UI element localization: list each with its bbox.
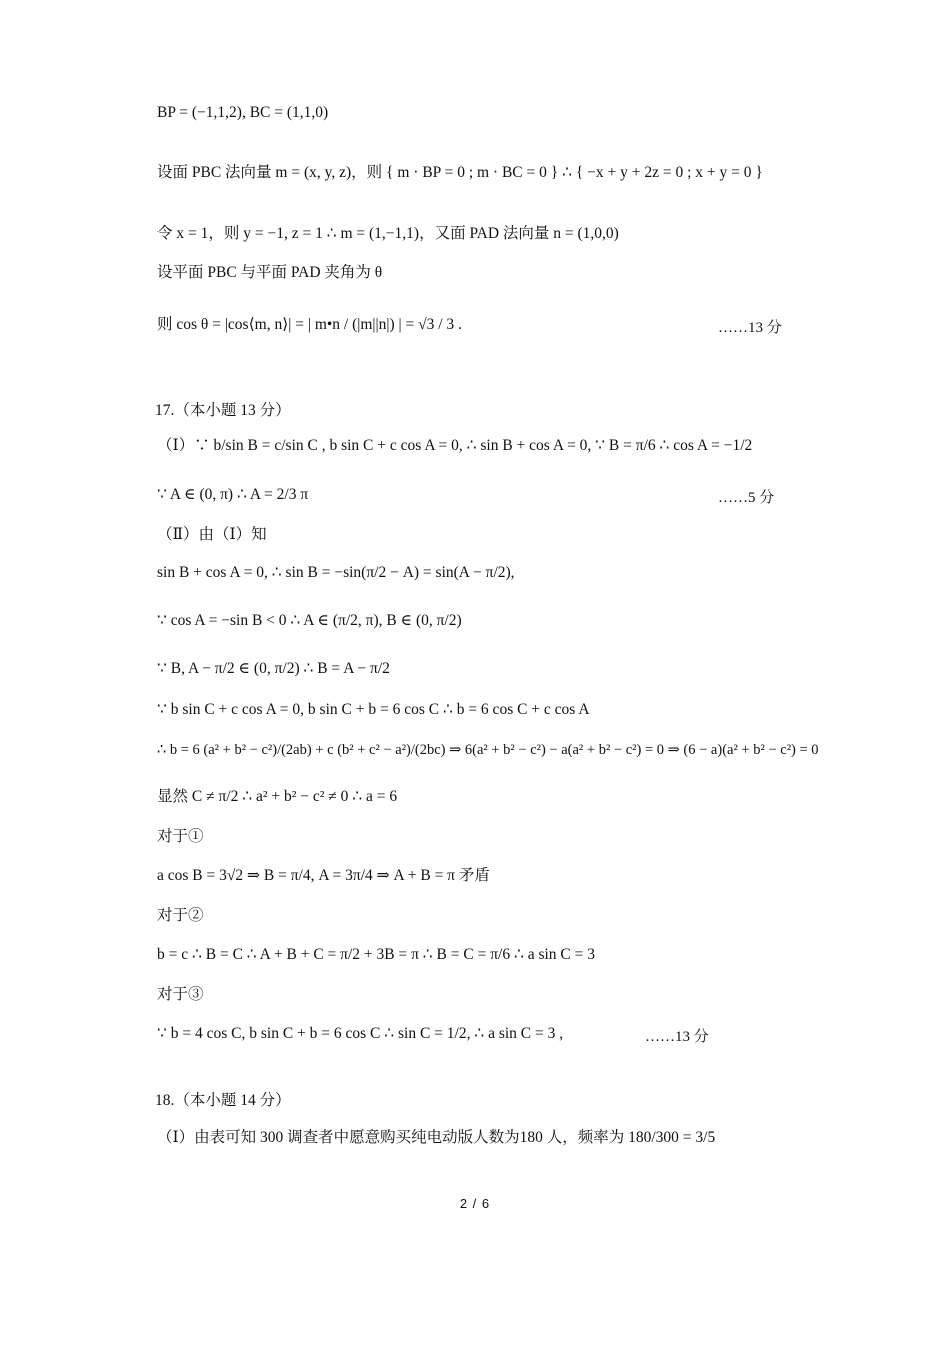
p17-part2-line3: ∵ B, A − π/2 ∈ (0, π/2) ∴ B = A − π/2	[157, 660, 390, 677]
p17-part2-line5: ∴ b = 6 (a² + b² − c²)/(2ab) + c (b² + c² − a²)/(2bc) ⇒ 6(a² + b² − c²) − a(a² + b² − c²) = 0 ⇒ (6 − a)(a² + b² − c²) = 0	[157, 742, 819, 758]
case-3-work: ∵ b = 4 cos C, b sin C + b = 6 cos C ∴ sin C = 1/2, ∴ a sin C = 3 ,	[157, 1025, 564, 1042]
p17-part2-heading: （Ⅱ）由（Ⅰ）知	[157, 526, 267, 543]
vector-bp-bc: BP = (−1,1,2), BC = (1,1,0)	[157, 104, 329, 121]
page-number: 2 / 6	[459, 1196, 491, 1211]
score-17-part1: ……5 分	[718, 490, 775, 506]
case-1-label: 对于①	[157, 828, 204, 845]
p17-part2-line2: ∵ cos A = −sin B < 0 ∴ A ∈ (π/2, π), B ∈ (0, π/2)	[157, 612, 462, 629]
normal-vector-pbc: 设面 PBC 法向量 m = (x, y, z)，则 { m · BP = 0 ; m · BC = 0 } ∴ { −x + y + 2z = 0 ; x + y = 0 }	[157, 164, 763, 181]
p17-part1-line1: （Ⅰ）∵ b/sin B = c/sin C , b sin C + c cos A = 0, ∴ sin B + cos A = 0, ∵ B = π/6 ∴ cos A = −1/2	[157, 437, 753, 454]
case-1-work: a cos B = 3√2 ⇒ B = π/4, A = 3π/4 ⇒ A + B = π 矛盾	[157, 867, 490, 884]
cosine-result: 则 cos θ = |cos⟨m, n⟩| = | m•n / (|m||n|) | = √3 / 3 .	[157, 316, 462, 333]
problem-18-heading: 18.（本小题 14 分）	[155, 1092, 291, 1109]
score-16: ……13 分	[718, 320, 782, 336]
p17-part1-line2: ∵ A ∈ (0, π) ∴ A = 2/3 π	[157, 486, 309, 503]
p18-part1-line1: （Ⅰ）由表可知 300 调查者中愿意购买纯电动版人数为180 人，频率为 180/300 = 3/5	[157, 1129, 716, 1146]
score-17-part2: ……13 分	[645, 1029, 709, 1045]
p17-part2-line4: ∵ b sin C + c cos A = 0, b sin C + b = 6 cos C ∴ b = 6 cos C + c cos A	[157, 701, 590, 718]
problem-17-heading: 17.（本小题 13 分）	[155, 402, 291, 419]
p17-part2-line1: sin B + cos A = 0, ∴ sin B = −sin(π/2 − A) = sin(A − π/2),	[157, 564, 515, 581]
case-3-label: 对于③	[157, 986, 204, 1003]
case-2-label: 对于②	[157, 907, 204, 924]
case-2-work: b = c ∴ B = C ∴ A + B + C = π/2 + 3B = π ∴ B = C = π/6 ∴ a sin C = 3	[157, 946, 595, 963]
angle-definition: 设平面 PBC 与平面 PAD 夹角为 θ	[157, 264, 383, 281]
normal-vector-solution: 令 x = 1，则 y = −1, z = 1 ∴ m = (1,−1,1)，又面 PAD 法向量 n = (1,0,0)	[157, 225, 619, 242]
p17-part2-line6: 显然 C ≠ π/2 ∴ a² + b² − c² ≠ 0 ∴ a = 6	[157, 788, 398, 805]
